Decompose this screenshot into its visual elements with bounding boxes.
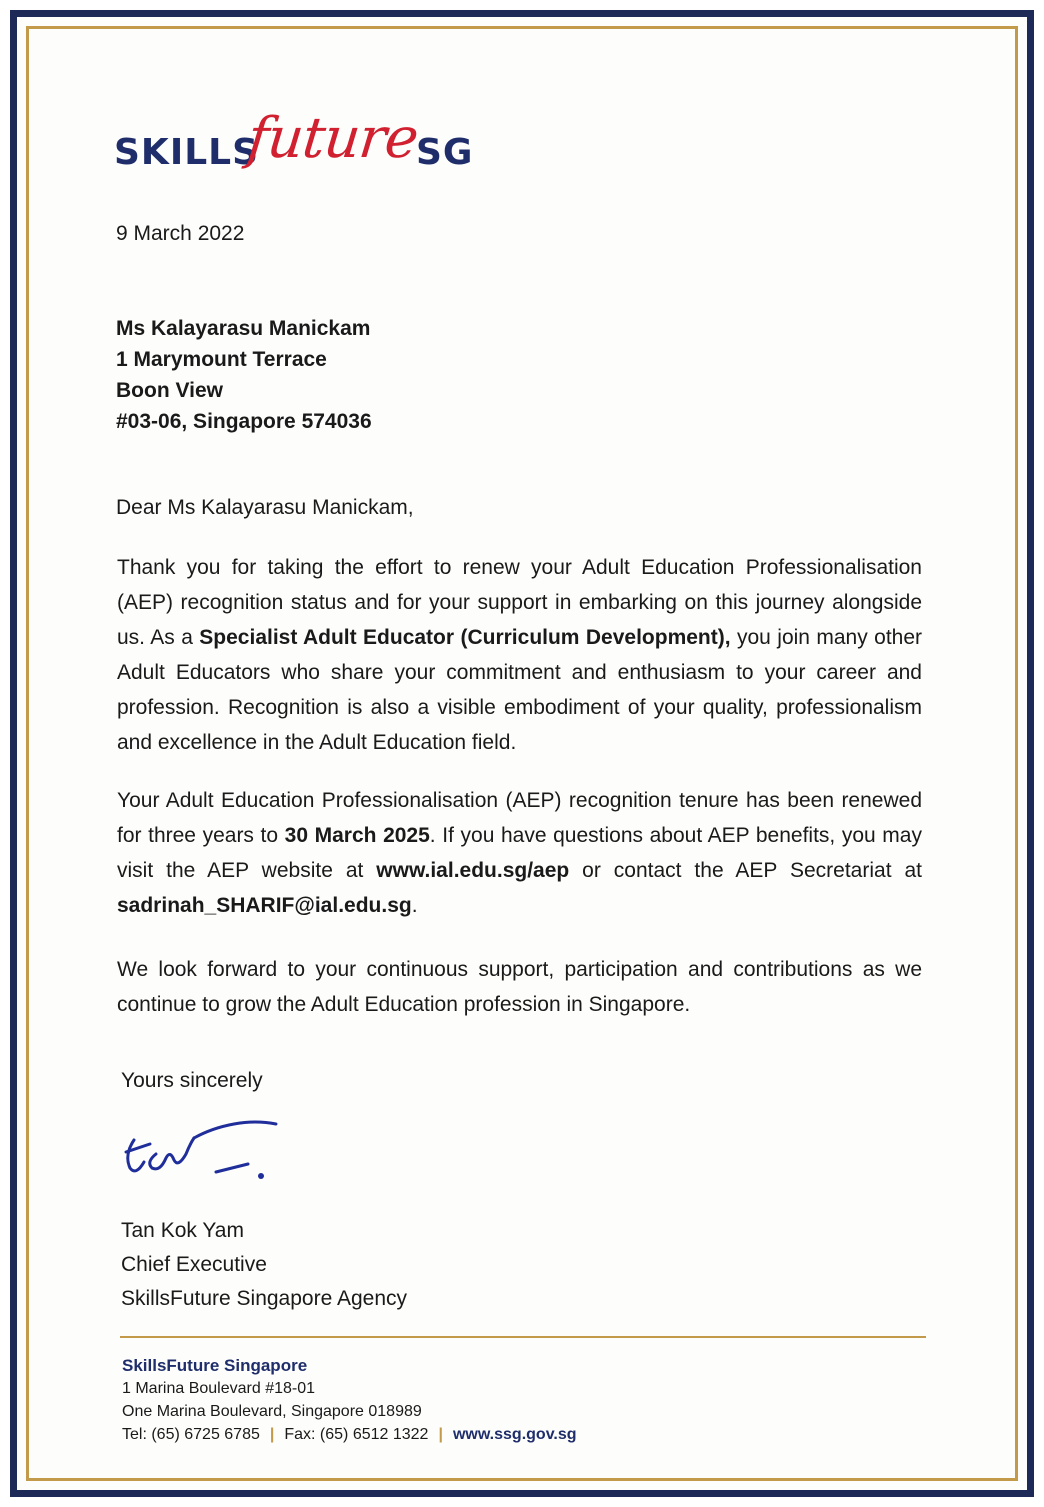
footer-org-name: SkillsFuture Singapore	[122, 1356, 308, 1375]
p2-text-a: Your Adult Education Professionalisation (AEP) recognition tenure has been renewed for three years to	[117, 789, 922, 847]
body-paragraph-1	[117, 550, 922, 760]
p1-designation: Specialist Adult Educator (Curriculum Development),	[199, 626, 731, 649]
footer-tel: Tel: (65) 6725 6785	[122, 1426, 260, 1443]
salutation: Dear Ms Kalayarasu Manickam,	[116, 496, 414, 519]
p2-renewal-date: 30 March 2025	[284, 824, 430, 847]
footer-address-line1: 1 Marina Boulevard #18-01	[122, 1380, 316, 1397]
signatory-name: Tan Kok Yam	[121, 1219, 244, 1242]
letter-footer	[122, 1354, 577, 1446]
footer-address-line2: One Marina Boulevard, Singapore 018989	[122, 1403, 422, 1420]
footer-website-link[interactable]: www.ssg.gov.sg	[452, 1426, 577, 1443]
footer-fax: Fax: (65) 6512 1322	[284, 1426, 429, 1443]
p1-text-b: you join many other Adult Educators who share your commitment and enthusiasm to your career and profession. Recognition is also a visible embodiment of your quality, professionalism and excellence in the Adult Education field.	[117, 626, 923, 754]
recipient-address-block	[116, 313, 372, 437]
p2-text-b: . If you have questions about AEP benefits, you may visit the AEP website at	[117, 824, 922, 882]
recipient-address-line3: #03-06, Singapore 574036	[116, 410, 372, 433]
recipient-address-line1: 1 Marymount Terrace	[116, 348, 327, 371]
skillsfuture-sg-logo	[114, 98, 494, 188]
p2-text-d: .	[411, 894, 418, 917]
logo-sg-text: SG	[416, 132, 474, 173]
p2-text-c: or contact the AEP Secretariat at	[569, 859, 922, 882]
aep-website-link[interactable]: www.ial.edu.sg/aep	[376, 859, 570, 882]
p1-text-a: Thank you for taking the effort to renew your Adult Education Professionalisation (AEP) recognition status and for your support in embarking on this journey alongside us. As a	[117, 556, 922, 649]
closing: Yours sincerely	[121, 1069, 263, 1092]
recipient-address-line2: Boon View	[116, 379, 223, 402]
signatory-agency: SkillsFuture Singapore Agency	[121, 1287, 407, 1310]
footer-divider	[120, 1336, 926, 1338]
letter-date: 9 March 2022	[116, 222, 245, 245]
recipient-name: Ms Kalayarasu Manickam	[116, 317, 371, 340]
body-paragraph-2	[117, 783, 922, 923]
footer-separator: |	[269, 1426, 275, 1443]
signatory-title: Chief Executive	[121, 1253, 267, 1276]
aep-secretariat-email[interactable]: sadrinah_SHARIF@ial.edu.sg	[117, 894, 412, 917]
footer-separator: |	[438, 1426, 443, 1443]
signatory-block	[121, 1214, 407, 1316]
logo-future-text: future	[244, 106, 421, 171]
logo-skills-text: SKILLS	[114, 132, 260, 173]
footer-contact-line	[122, 1423, 577, 1446]
body-paragraph-3: We look forward to your continuous support, participation and contributions as we continue to grow the Adult Education profession in Singapore.	[117, 958, 922, 1016]
handwritten-signature	[116, 1110, 286, 1190]
